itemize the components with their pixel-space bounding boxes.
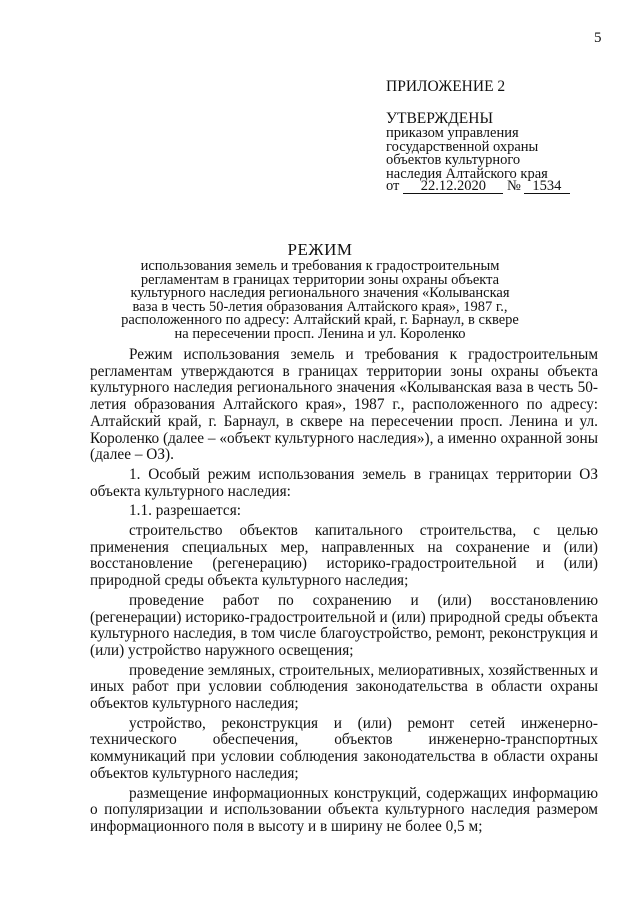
appendix-label: ПРИЛОЖЕНИЕ 2 (386, 78, 506, 95)
paragraph-subsection-1-1: 1.1. разрешается: (129, 502, 241, 520)
list-item-engineering-networks: устройство, реконструкция и (или) ремонт сетей инженерно-технического обеспечения, объектов инженерно-транспортных коммуникаций при условии соблюдения законодательства в области охраны объектов культурного наследия; (90, 714, 598, 782)
paragraph-section-1: 1. Особый режим использования земель в границах территории ОЗ объекта культурного наследия: (90, 465, 598, 500)
subtitle-line: использования земель и требования к градостроительным (140, 258, 500, 274)
approval-line: наследия Алтайского края (386, 165, 548, 182)
order-line (386, 178, 570, 195)
subtitle-line: на пересечении просп. Ленина и ул. Короленко (174, 325, 466, 342)
paragraph-intro: Режим использования земель и требования к градостроительным регламентам утверждаются в границах территории зоны охраны объекта культурного наследия регионального значения «Колыванская ваза в честь 50-летия образования Алтайского края», 1987 г., расположенного по адресу: Алтайский край, г. Барнаул, в сквере на пересечении просп. Ленина и ул. Короленко (далее – «объект культурного наследия»), а именно охранной зоны (далее – ОЗ). (90, 346, 598, 464)
subtitle-line: культурного наследия регионального значения «Колыванская (130, 285, 510, 302)
approval-line: государственной охраны (386, 138, 539, 155)
page-number: 5 (594, 30, 602, 46)
subtitle-line: ваза в честь 50-летия образования Алтайского края», 1987 г., (132, 298, 508, 315)
list-item-restoration-works: проведение работ по сохранению и (или) восстановлению (регенерации) историко-градостроительной и (или) природной среды объекта культурного наследия, в том числе благоустройство, ремонт, реконструкция и (или) устройство наружного освещения; (90, 591, 598, 659)
approved-title: УТВЕРЖДЕНЫ (386, 110, 493, 127)
approval-line: объектов культурного (386, 152, 521, 169)
document-body (90, 347, 598, 836)
list-item-capital-construction: строительство объектов капитального строительства, с целью применения специальных мер, направленных на сохранение и (или) восстановление (регенерацию) историко-градостроительной и (или) природной среды объекта культурного наследия; (90, 522, 598, 590)
list-item-earthworks: проведение земляных, строительных, мелиоративных, хозяйственных и иных работ при условии соблюдения законодательства в области охраны объектов культурного наследия; (90, 661, 598, 713)
subtitle-line: расположенного по адресу: Алтайский край, г. Барнаул, в сквере (121, 312, 519, 329)
order-prefix: от (386, 178, 400, 194)
document-subtitle (110, 260, 530, 342)
document-title: РЕЖИМ (287, 240, 353, 259)
list-item-information-structures: размещение информационных конструкций, содержащих информацию о популяризации и использовании объекта культурного наследия размером информационного поля в высоту и в ширину не более 0,5 м; (90, 784, 598, 835)
order-date: 22.12.2020 (403, 180, 503, 194)
approval-line: приказом управления (386, 125, 519, 141)
subtitle-line: регламентам в границах территории зоны охраны объекта (140, 271, 500, 288)
approval-block (386, 127, 548, 181)
order-number: 1534 (524, 180, 570, 194)
order-number-sign: № (507, 178, 521, 194)
